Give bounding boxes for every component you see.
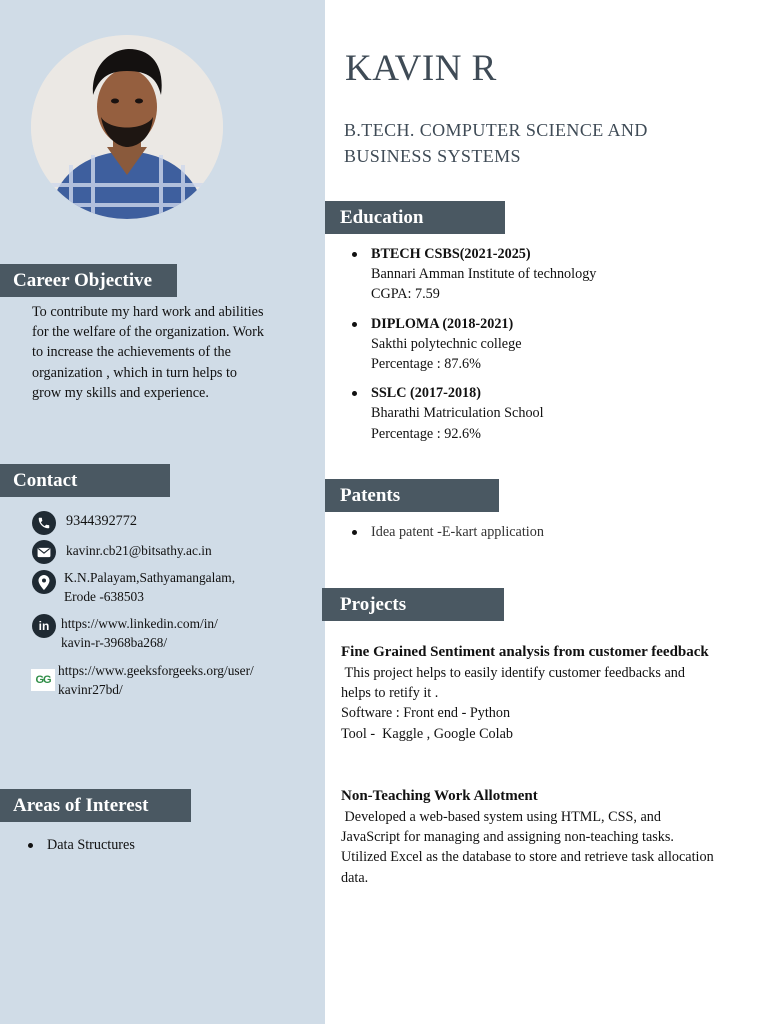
- geeksforgeeks-logo-icon[interactable]: GG: [31, 669, 55, 691]
- phone-number[interactable]: 9344392772: [66, 513, 137, 529]
- degree-title: B.TECH. COMPUTER SCIENCE AND BUSINESS SYSTEMS: [344, 120, 648, 166]
- candidate-name: KAVIN R: [345, 48, 497, 89]
- geeksforgeeks-link[interactable]: [58, 661, 254, 699]
- education-institution: Sakthi polytechnic college: [371, 335, 522, 352]
- patents-heading: Patents: [325, 479, 499, 512]
- geeksforgeeks-line-1[interactable]: https://www.geeksforgeeks.org/user/: [58, 663, 254, 678]
- education-title: DIPLOMA (2018-2021): [371, 315, 514, 332]
- linkedin-line-2[interactable]: kavin-r-3968ba268/: [61, 635, 168, 650]
- education-score: CGPA: 7.59: [371, 286, 440, 303]
- project-entry: [341, 642, 716, 744]
- career-objective-heading: Career Objective: [0, 264, 177, 297]
- project-title: Non-Teaching Work Allotment: [341, 788, 538, 804]
- email-address[interactable]: kavinr.cb21@bitsathy.ac.in: [66, 543, 212, 558]
- project-description: Developed a web-based system using HTML, CSS, and JavaScript for managing and assigning non-teaching tasks. Utilized Excel as the database to store and retrieve task allocation data.: [341, 809, 718, 886]
- phone-icon: [32, 511, 56, 535]
- list-item: Idea patent -E-kart application: [345, 522, 745, 542]
- project-software: Software : Front end - Python: [341, 705, 511, 722]
- project-entry: [341, 786, 716, 888]
- career-objective-text: To contribute my hard work and abilities for the welfare of the organization. Work to increase the achievements of the organization , which in turn helps to grow my skills and experience.: [32, 304, 264, 401]
- list-item: [345, 314, 745, 375]
- education-institution: Bharathi Matriculation School: [371, 405, 544, 422]
- address: [64, 568, 235, 606]
- profile-photo: [31, 35, 223, 219]
- location-icon: [32, 570, 56, 594]
- list-item: Data Structures: [21, 835, 281, 855]
- contact-heading: Contact: [0, 464, 170, 497]
- project-description: This project helps to easily identify customer feedbacks and helps to retify it .: [341, 665, 689, 702]
- patents-list: [345, 522, 745, 542]
- areas-of-interest-heading: Areas of Interest: [0, 789, 191, 822]
- email-icon: [32, 540, 56, 564]
- list-item: [345, 383, 745, 444]
- education-score: Percentage : 87.6%: [371, 356, 481, 373]
- education-title: BTECH CSBS(2021-2025): [371, 246, 531, 262]
- education-score: Percentage : 92.6%: [371, 425, 481, 442]
- areas-of-interest-list: [21, 835, 281, 855]
- address-line-2: Erode -638503: [64, 589, 144, 604]
- project-tool: Tool - Kaggle , Google Colab: [341, 725, 513, 742]
- linkedin-link[interactable]: [61, 614, 218, 652]
- list-item: [345, 244, 745, 305]
- projects-heading: Projects: [322, 588, 504, 621]
- address-line-1: K.N.Palayam,Sathyamangalam,: [64, 570, 236, 585]
- geeksforgeeks-line-2[interactable]: kavinr27bd/: [58, 682, 123, 697]
- education-institution: Bannari Amman Institute of technology: [371, 266, 597, 283]
- linkedin-icon[interactable]: in: [32, 614, 56, 638]
- education-heading: Education: [325, 201, 505, 234]
- project-title: Fine Grained Sentiment analysis from customer feedback: [341, 644, 709, 660]
- education-title: SSLC (2017-2018): [371, 385, 481, 402]
- education-list: [345, 244, 745, 444]
- linkedin-line-1[interactable]: https://www.linkedin.com/in/: [61, 616, 218, 631]
